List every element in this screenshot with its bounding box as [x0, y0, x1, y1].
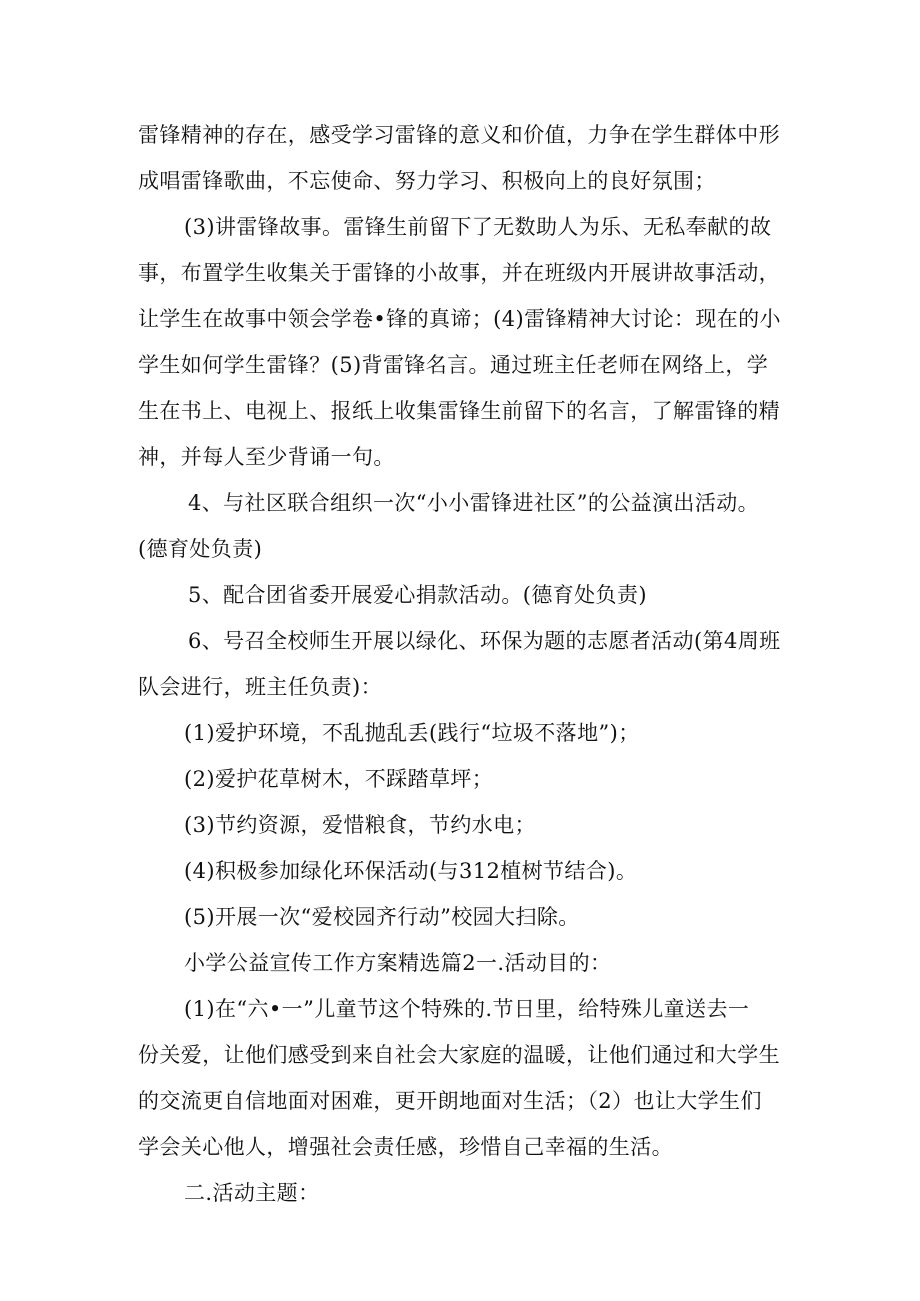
- paragraph-line: 神，并每人至少背诵一句。: [138, 445, 395, 469]
- paragraph-line: 让学生在故事中领会学卷•锋的真谛；(4)雷锋精神大讨论：现在的小: [138, 307, 781, 331]
- paragraph-line: 4、与社区联合组织一次“小小雷锋进社区”的公益演出活动。: [188, 491, 760, 515]
- paragraph-line: (德育处负责): [138, 537, 263, 561]
- paragraph-line: 学生如何学生雷锋？(5)背雷锋名言。通过班主任老师在网络上，学: [138, 353, 769, 377]
- paragraph-line: (3)节约资源，爱惜粮食，节约水电；: [184, 813, 536, 837]
- paragraph-line: 5、配合团省委开展爱心捐款活动。(德育处负责): [188, 583, 647, 607]
- paragraph-line: 成唱雷锋歌曲，不忘使命、努力学习、积极向上的良好氛围；: [138, 169, 716, 193]
- paragraph-line: (5)开展一次“爱校园齐行动”校园大扫除。: [184, 905, 580, 929]
- paragraph-line: 的交流更自信地面对困难，更开朗地面对生活；（2）也让大学生们: [138, 1089, 762, 1113]
- section-heading: 小学公益宣传工作方案精选篇2一.活动目的：: [184, 951, 612, 975]
- section-heading: 二.活动主题：: [184, 1181, 320, 1205]
- paragraph-line: 生在书上、电视上、报纸上收集雷锋生前留下的名言，了解雷锋的精: [138, 399, 780, 423]
- paragraph-line: 份关爱，让他们感受到来自社会大家庭的温暖，让他们通过和大学生: [138, 1043, 780, 1067]
- paragraph-line: 雷锋精神的存在，感受学习雷锋的意义和价值，力争在学生群体中形: [138, 123, 780, 147]
- paragraph-line: (3)讲雷锋故事。雷锋生前留下了无数助人为乐、无私奉献的故: [184, 215, 772, 239]
- paragraph-line: (1)爱护环境，不乱抛乱丢(践行“垃圾不落地”)；: [184, 721, 640, 745]
- paragraph-line: (1)在“六•一”儿童节这个特殊的.节日里，给特殊儿童送去一: [184, 997, 750, 1021]
- paragraph-line: 事，布置学生收集关于雷锋的小故事，并在班级内开展讲故事活动，: [138, 261, 780, 285]
- document-body: [138, 112, 788, 1216]
- paragraph-line: 学会关心他人，增强社会责任感，珍惜自己幸福的生活。: [138, 1135, 673, 1159]
- paragraph-line: (4)积极参加绿化环保活动(与312植树节结合)。: [184, 859, 638, 883]
- paragraph-line: 6、号召全校师生开展以绿化、环保为题的志愿者活动(第4周班: [188, 629, 781, 653]
- paragraph-line: (2)爱护花草树木，不踩踏草坪；: [184, 767, 494, 791]
- paragraph-line: 队会进行，班主任负责)：: [138, 675, 382, 699]
